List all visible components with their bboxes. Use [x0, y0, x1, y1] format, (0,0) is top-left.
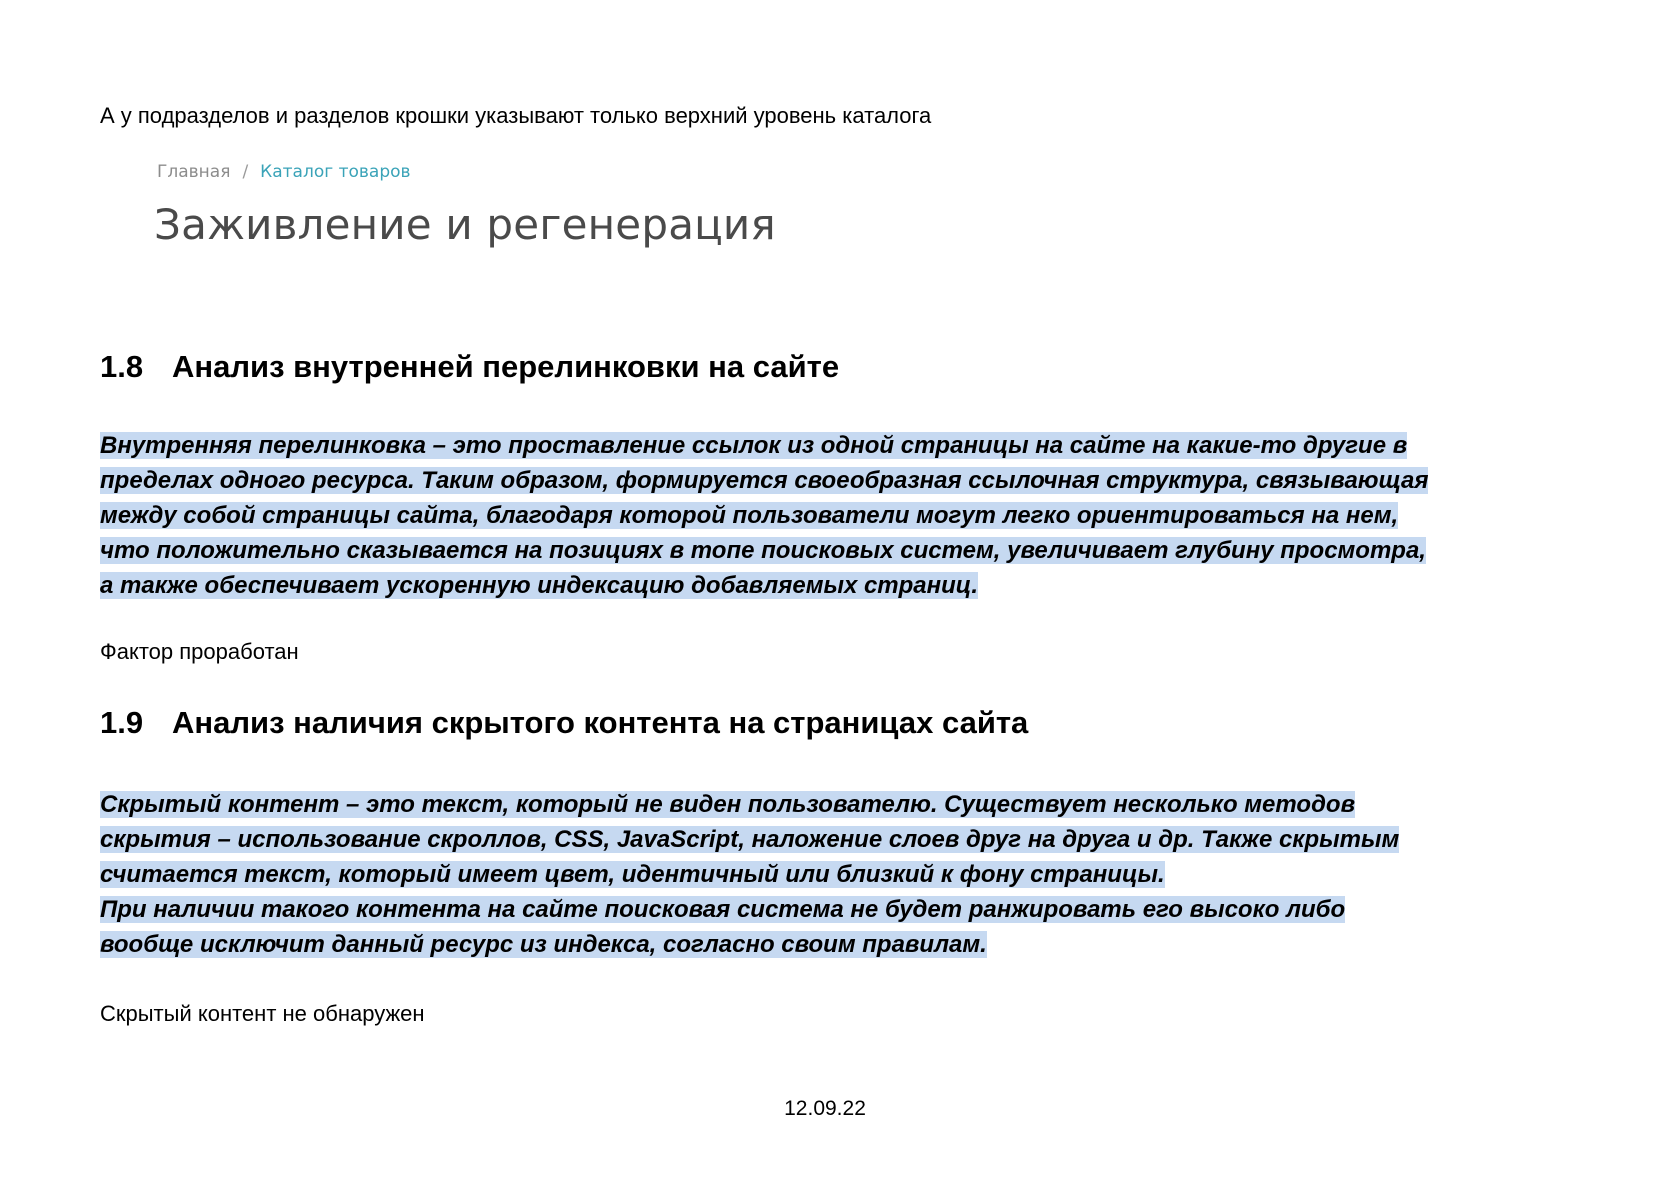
section-1-8-result: Фактор проработан [100, 639, 299, 664]
breadcrumb [157, 161, 411, 183]
breadcrumb-separator: / [242, 162, 249, 182]
description-line: а также обеспечивает ускоренную индексацию добавляемых страниц. [100, 572, 978, 599]
section-1-9-result: Скрытый контент не обнаружен [100, 1001, 425, 1026]
description-line: считается текст, который имеет цвет, идентичный или близкий к фону страницы. [100, 861, 1165, 888]
description-line: Внутренняя перелинковка – это проставление ссылок из одной страницы на сайте на какие-то другие в [100, 432, 1408, 459]
section-title: Анализ наличия скрытого контента на страницах сайта [172, 705, 1029, 740]
description-line: что положительно сказывается на позициях в топе поисковых систем, увеличивает глубину просмотра, [100, 537, 1426, 564]
category-title: Заживление и регенерация [154, 200, 776, 249]
section-title: Анализ внутренней перелинковки на сайте [172, 349, 840, 384]
footer-date: 12.09.22 [784, 1097, 866, 1120]
breadcrumb-home-link[interactable]: Главная [157, 162, 231, 182]
section-heading-1-8 [100, 348, 839, 386]
description-line: между собой страницы сайта, благодаря которой пользователи могут легко ориентироваться на нем, [100, 502, 1399, 529]
breadcrumb-catalog-link[interactable]: Каталог товаров [260, 162, 411, 182]
section-number: 1.8 [100, 349, 144, 384]
description-line: Скрытый контент – это текст, который не виден пользователю. Существует несколько методов [100, 791, 1356, 818]
section-1-9-description [100, 787, 1600, 962]
section-heading-1-9 [100, 704, 1028, 742]
description-line: скрытия – использование скроллов, CSS, JavaScript, наложение слоев друг на друга и др. Также скрытым [100, 826, 1400, 853]
intro-text: А у подразделов и разделов крошки указывают только верхний уровень каталога [100, 103, 932, 128]
description-line: вообще исключит данный ресурс из индекса, согласно своим правилам. [100, 931, 987, 958]
description-line: пределах одного ресурса. Таким образом, формируется своеобразная ссылочная структура, связывающая [100, 467, 1429, 494]
embedded-site-screenshot [150, 155, 850, 265]
section-1-8-description [100, 428, 1600, 603]
section-number: 1.9 [100, 705, 144, 740]
description-line: При наличии такого контента на сайте поисковая система не будет ранжировать его высоко либо [100, 896, 1346, 923]
